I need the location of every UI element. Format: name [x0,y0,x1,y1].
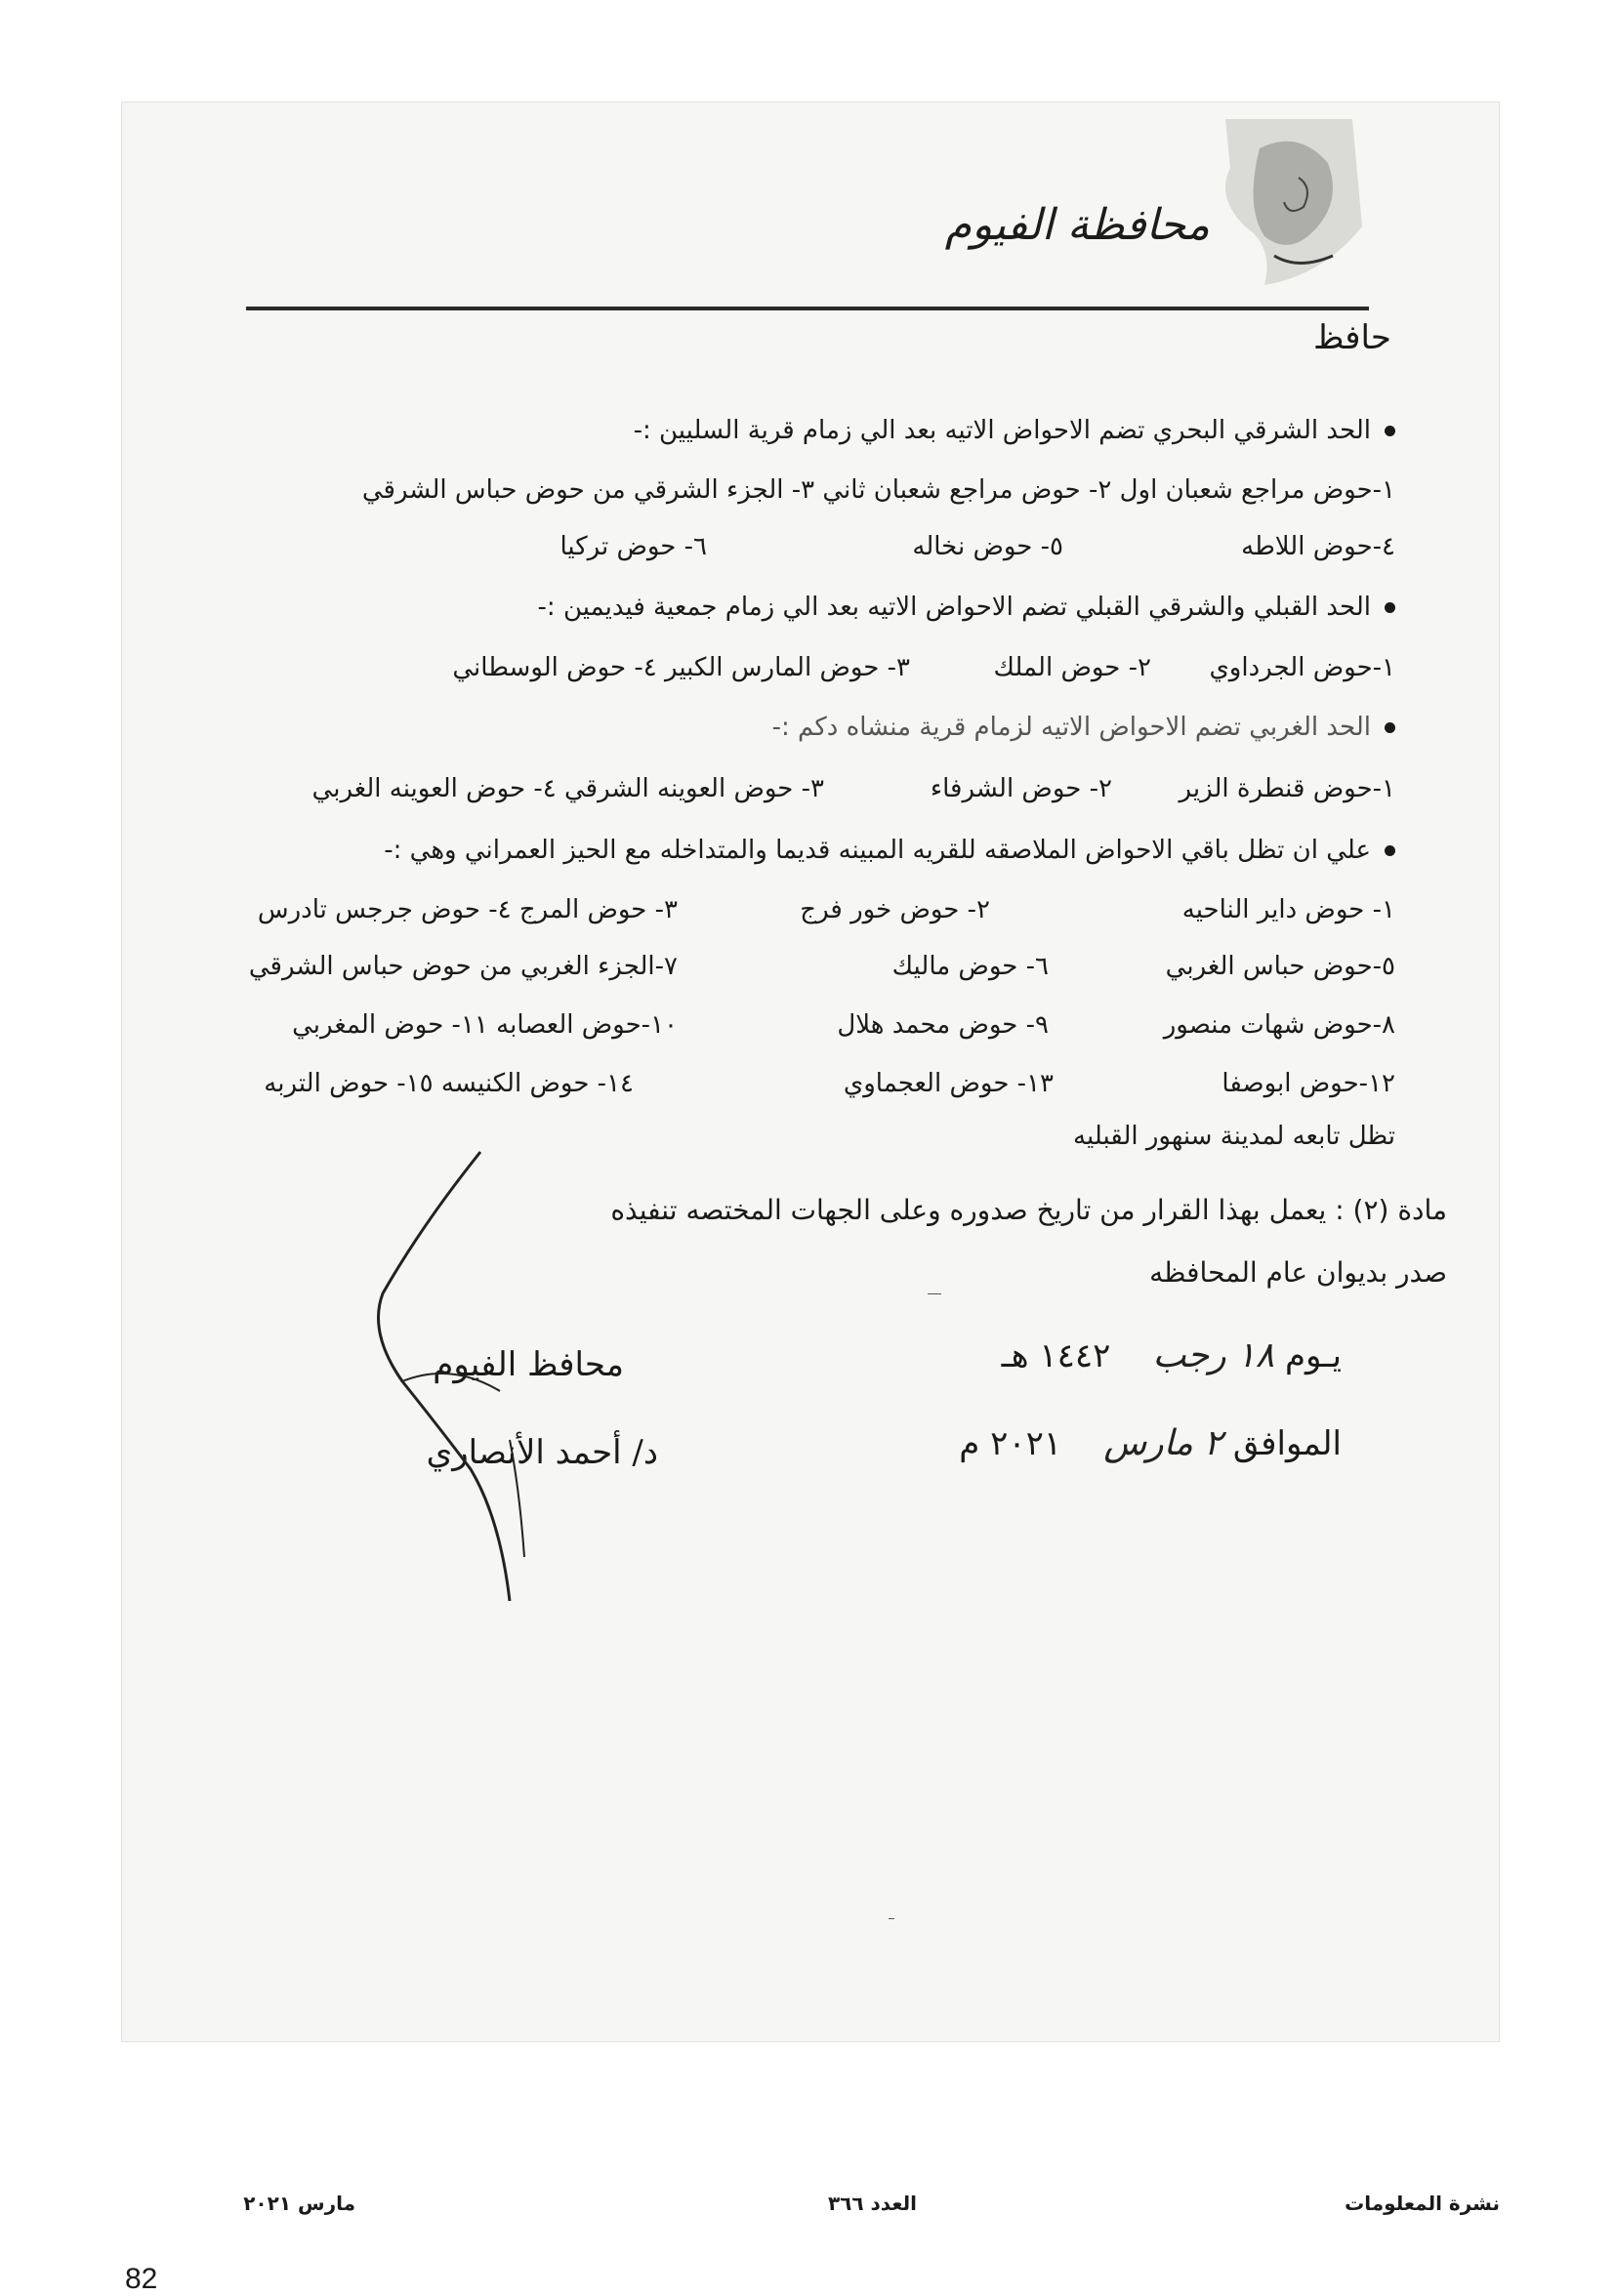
bullet-text: علي ان تظل باقي الاحواض الملاصقه للقريه المبينه قديما والمتداخله مع الحيز العمراني وهي :- [384,836,1371,865]
date-month: رجب [1152,1335,1226,1375]
list-item: ٥-حوض حباس الغربي [1165,952,1395,981]
bullet-dot [1385,602,1395,613]
list-item: ٥- حوض نخاله [912,532,1063,561]
list-line: ١-حوض مراجع شعبان اول ٢- حوض مراجع شعبان ثاني ٣- الجزء الشرقي من حوض حباس الشرقي [361,475,1395,505]
governorate-seal-logo [1206,109,1367,290]
bullet-text: الحد الشرقي البحري تضم الاحواض الاتيه بعد الي زمام قرية السليين :- [633,416,1371,445]
list-item: ٨-حوض شهات منصور [1163,1010,1395,1040]
list-item: ٩- حوض محمد هلال [837,1010,1049,1040]
bullet-south-east [538,591,1395,624]
bullet-west [772,711,1395,744]
list-item: ٦- حوض ماليك [891,952,1049,981]
list-item: ١-حوض الجرداوي [1209,653,1395,682]
list-item: ٤-حوض اللاطه [1241,532,1395,561]
list-item: ٢- حوض الملك [993,653,1151,682]
scan-speck [928,1293,941,1294]
date-label: الموافق [1232,1424,1342,1463]
bullet-dot [1385,426,1395,436]
scan-speck [889,1918,894,1919]
signatory-title: محافظ الفيوم [433,1345,624,1384]
date-month: مارس [1103,1423,1193,1463]
issued-line: صدر بديوان عام المحافظه [1149,1256,1447,1289]
signatory-name: د/ أحمد الأنصاري [426,1433,658,1472]
bullet-dot [1385,722,1395,733]
header-abbrev: حافظ [1313,318,1391,357]
date-label: يـوم [1284,1336,1342,1375]
date-day: ١٨ [1236,1335,1275,1375]
article-2: مادة (٢) : يعمل بهذا القرار من تاريخ صدوره وعلى الجهات المختصه تنفيذه [610,1194,1447,1226]
bullet-east-north [634,414,1395,447]
list-item: ٣- حوض المرج ٤- حوض جرجس تادرس [257,895,678,924]
footer-issue: العدد ٣٦٦ [827,2192,917,2215]
header-divider [246,307,1369,310]
list-item: ١٠-حوض العصابه ١١- حوض المغربي [292,1010,678,1040]
list-item: ٦- حوض تركيا [559,532,707,561]
list-item: ١٤- حوض الكنيسه ١٥- حوض التربه [264,1069,634,1098]
footer-date: مارس ٢٠٢١ [243,2192,355,2215]
list-item: ١- حوض داير الناحيه [1181,895,1395,924]
list-item: ١-حوض قنطرة الزير [1179,774,1395,803]
bullet-remaining-basins [384,834,1395,867]
date-hijri [1002,1335,1342,1375]
list-item: ٢- حوض الشرفاء [930,774,1112,803]
list-item: ٣- حوض العوينه الشرقي ٤- حوض العوينه الغربي [311,774,824,803]
bullet-dot [1385,845,1395,856]
list-item: ٧-الجزء الغربي من حوض حباس الشرقي [248,952,678,981]
list-item: ٣- حوض المارس الكبير ٤- حوض الوسطاني [452,653,910,682]
list-item: ١٣- حوض العجماوي [843,1069,1054,1098]
closing-line: تظل تابعه لمدينة سنهور القبليه [1073,1122,1395,1151]
date-year: ١٤٤٢ هـ [1001,1336,1111,1375]
page-number: 82 [125,2263,158,2295]
date-day: ٢ [1203,1423,1223,1463]
date-year: ٢٠٢١ م [959,1424,1062,1463]
bullet-text: الحد القبلي والشرقي القبلي تضم الاحواض الاتيه بعد الي زمام جمعية فيديمين :- [537,593,1371,622]
list-item: ١٢-حوض ابوصفا [1222,1069,1395,1098]
governorate-title: محافظة الفيوم [944,200,1210,250]
handwritten-signature [363,1147,617,1606]
date-gregorian [959,1423,1342,1463]
bullet-text: الحد الغربي تضم الاحواض الاتيه لزمام قرية منشاه دكم :- [771,713,1371,742]
list-item: ٢- حوض خور فرج [800,895,990,924]
footer-publication: نشرة المعلومات [1345,2192,1500,2215]
